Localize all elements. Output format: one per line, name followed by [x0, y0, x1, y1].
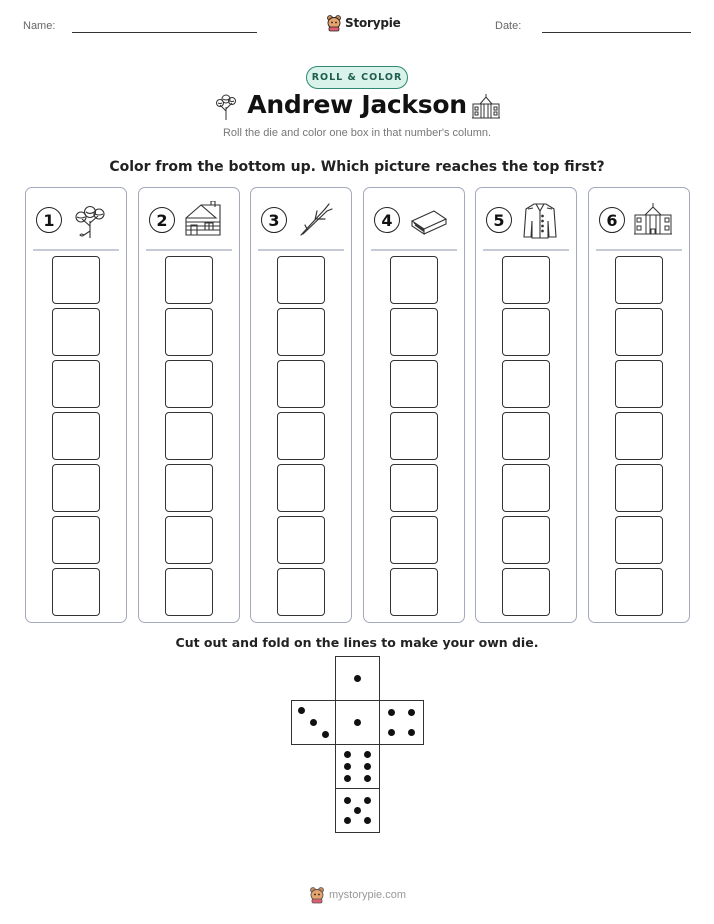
- name-line[interactable]: [72, 32, 257, 33]
- pip: [344, 751, 351, 758]
- color-box[interactable]: [165, 256, 213, 304]
- color-instruction: Color from the bottom up. Which picture reaches the top first?: [109, 159, 605, 175]
- brand-name: Storypie: [345, 16, 401, 30]
- column-divider: [483, 249, 569, 251]
- color-box[interactable]: [390, 568, 438, 616]
- column-number: 2: [149, 207, 175, 233]
- color-box[interactable]: [165, 360, 213, 408]
- column-divider: [371, 249, 457, 251]
- color-box[interactable]: [390, 360, 438, 408]
- storypie-mascot-icon: [326, 14, 342, 32]
- color-box[interactable]: [502, 464, 550, 512]
- column-number: 5: [486, 207, 512, 233]
- die-face-6: [335, 744, 380, 789]
- brand-logo: [326, 13, 401, 33]
- color-box[interactable]: [165, 308, 213, 356]
- color-box[interactable]: [615, 360, 663, 408]
- color-box[interactable]: [52, 308, 100, 356]
- die-instruction: Cut out and fold on the lines to make your own die.: [175, 635, 539, 650]
- color-box[interactable]: [390, 516, 438, 564]
- pip: [408, 709, 415, 716]
- pip: [344, 817, 351, 824]
- white-house-icon: [470, 94, 502, 120]
- pip: [408, 729, 415, 736]
- color-box[interactable]: [52, 568, 100, 616]
- color-box[interactable]: [390, 412, 438, 460]
- color-box[interactable]: [615, 464, 663, 512]
- color-box[interactable]: [615, 516, 663, 564]
- color-box[interactable]: [165, 568, 213, 616]
- subtitle: Roll the die and color one box in that number's column.: [222, 127, 492, 139]
- column-divider: [146, 249, 232, 251]
- pip: [344, 763, 351, 770]
- white-house-icon: [633, 201, 673, 239]
- pip: [354, 807, 361, 814]
- color-box[interactable]: [277, 412, 325, 460]
- color-box[interactable]: [390, 308, 438, 356]
- pip: [364, 763, 371, 770]
- page-title: Andrew Jackson: [247, 90, 467, 119]
- pip: [364, 797, 371, 804]
- column-number: 3: [261, 207, 287, 233]
- color-box[interactable]: [165, 412, 213, 460]
- column-1: [25, 187, 127, 623]
- pip: [354, 675, 361, 682]
- color-box[interactable]: [615, 412, 663, 460]
- pip: [364, 817, 371, 824]
- column-number: 4: [374, 207, 400, 233]
- date-label: Date:: [495, 20, 522, 32]
- column-5: [475, 187, 577, 623]
- column-divider: [596, 249, 682, 251]
- color-box[interactable]: [52, 256, 100, 304]
- color-box[interactable]: [52, 412, 100, 460]
- pip: [388, 729, 395, 736]
- die-face-3: [291, 700, 336, 745]
- pip: [354, 719, 361, 726]
- column-4: [363, 187, 465, 623]
- date-line[interactable]: [542, 32, 691, 33]
- law-book-icon: [408, 201, 448, 239]
- die-face-4: [379, 700, 424, 745]
- hickory-branch-icon: [295, 201, 335, 239]
- column-3: [250, 187, 352, 623]
- pip: [344, 797, 351, 804]
- pip: [388, 709, 395, 716]
- die-face-5: [335, 788, 380, 833]
- pip: [344, 775, 351, 782]
- color-box[interactable]: [277, 516, 325, 564]
- column-2: [138, 187, 240, 623]
- color-box[interactable]: [277, 256, 325, 304]
- color-box[interactable]: [165, 464, 213, 512]
- color-box[interactable]: [277, 308, 325, 356]
- military-uniform-icon: [520, 201, 560, 239]
- color-box[interactable]: [52, 516, 100, 564]
- footer: [309, 885, 406, 905]
- pip: [364, 751, 371, 758]
- pip: [364, 775, 371, 782]
- cotton-plant-icon: [70, 201, 110, 239]
- color-box[interactable]: [277, 464, 325, 512]
- color-box[interactable]: [52, 464, 100, 512]
- storypie-mascot-icon: [309, 886, 325, 904]
- die-face-1: [335, 700, 380, 745]
- color-box[interactable]: [502, 360, 550, 408]
- color-box[interactable]: [502, 516, 550, 564]
- column-divider: [33, 249, 119, 251]
- die-face-1: [335, 656, 380, 701]
- pip: [322, 731, 329, 738]
- color-box[interactable]: [52, 360, 100, 408]
- column-divider: [258, 249, 344, 251]
- column-number: 6: [599, 207, 625, 233]
- color-box[interactable]: [502, 308, 550, 356]
- column-number: 1: [36, 207, 62, 233]
- color-box[interactable]: [277, 568, 325, 616]
- color-box[interactable]: [277, 360, 325, 408]
- pip: [310, 719, 317, 726]
- name-label: Name:: [23, 20, 56, 32]
- color-box[interactable]: [502, 568, 550, 616]
- activity-badge: ROLL & COLOR: [306, 66, 408, 89]
- color-box[interactable]: [502, 256, 550, 304]
- color-box[interactable]: [502, 412, 550, 460]
- footer-url[interactable]: mystorypie.com: [329, 889, 407, 901]
- pip: [298, 707, 305, 714]
- color-box[interactable]: [615, 256, 663, 304]
- log-cabin-icon: [183, 201, 223, 239]
- color-box[interactable]: [390, 256, 438, 304]
- color-box[interactable]: [615, 568, 663, 616]
- color-box[interactable]: [615, 308, 663, 356]
- color-box[interactable]: [390, 464, 438, 512]
- column-6: [588, 187, 690, 623]
- color-box[interactable]: [165, 516, 213, 564]
